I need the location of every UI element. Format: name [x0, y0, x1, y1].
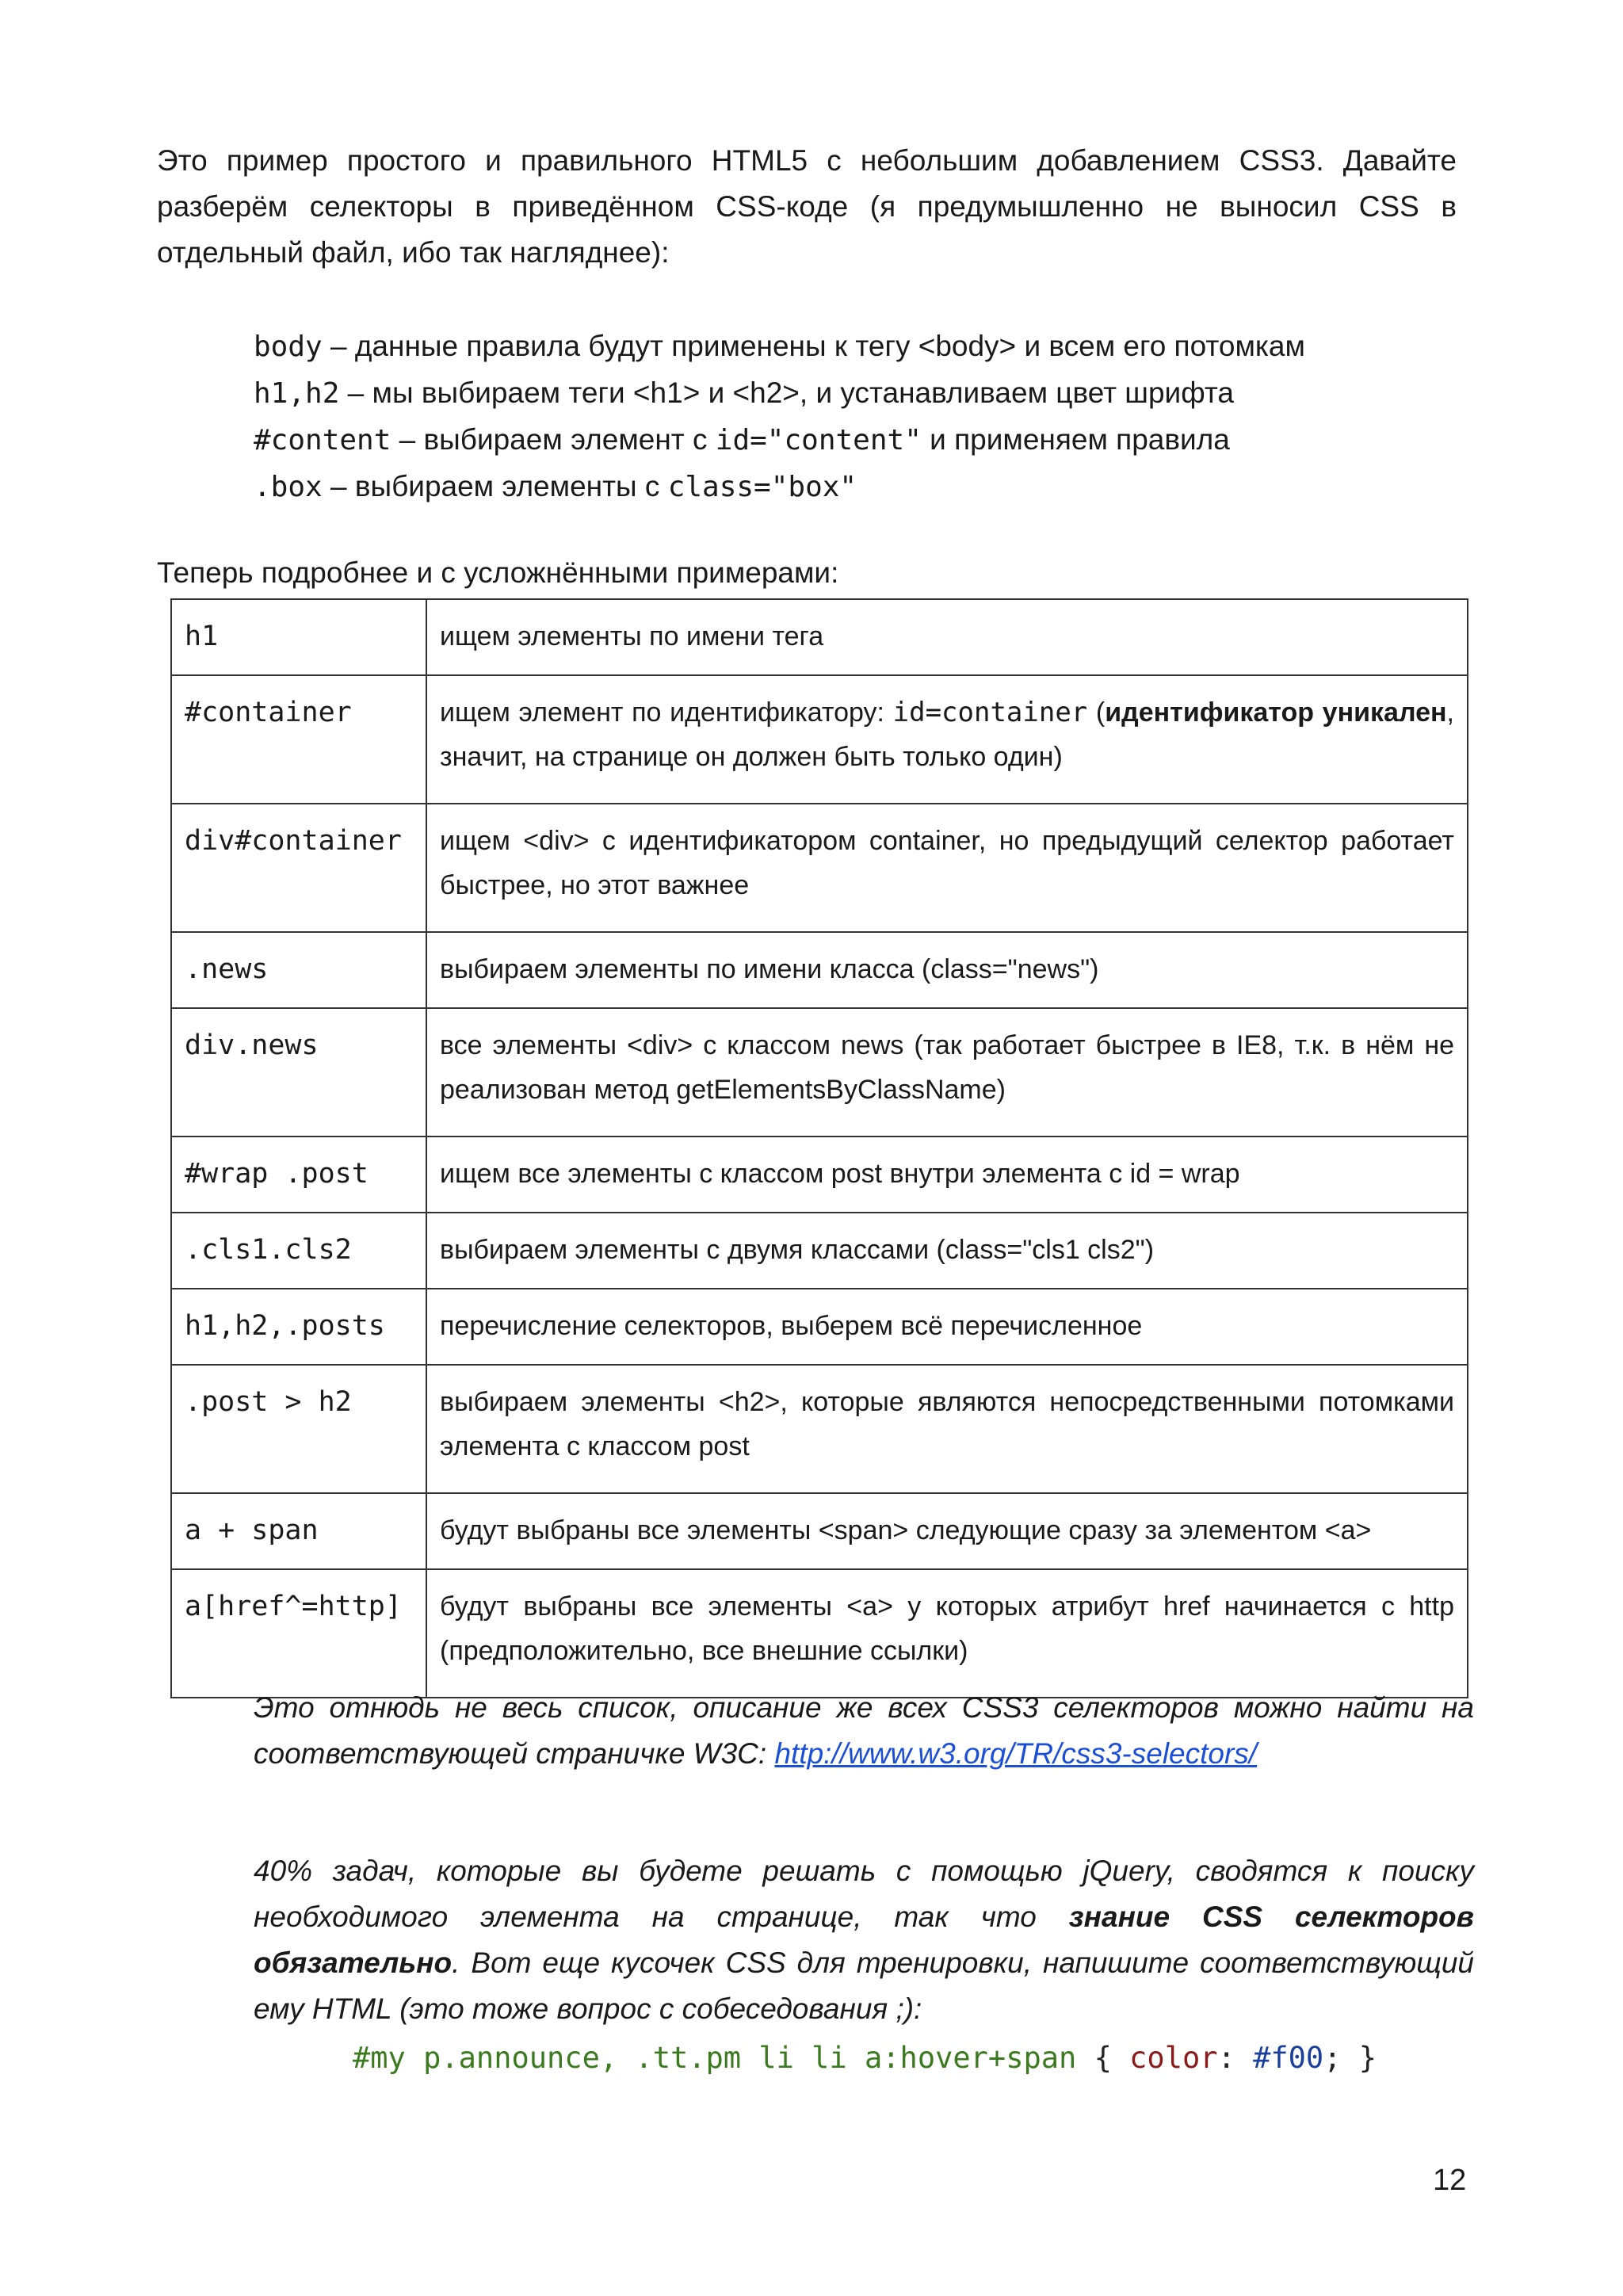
selector-code: #content [254, 424, 391, 457]
table-row [171, 1365, 1468, 1493]
table-row [171, 932, 1468, 1008]
selector-note-box [254, 464, 1305, 510]
selector-note-body [254, 323, 1305, 370]
selector-note-h1h2 [254, 370, 1305, 417]
selector-note-content [254, 417, 1305, 464]
table-selector-cell: .post > h2 [171, 1365, 426, 1493]
selector-code: body [254, 330, 323, 363]
table-description-cell: выбираем элементы с двумя классами (class="cls1 cls2") [426, 1213, 1468, 1289]
table-description-cell: будут выбраны все элементы <a> у которых атрибут href начинается с http (предположительно, все внешние ссылки) [426, 1569, 1468, 1698]
table-description-cell: ищем все элементы с классом post внутри элемента с id = wrap [426, 1137, 1468, 1213]
table-description-cell: ищем <div> с идентификатором container, но предыдущий селектор работает быстрее, но этот важнее [426, 804, 1468, 932]
table-selector-cell: h1,h2,.posts [171, 1289, 426, 1365]
table-description-cell: выбираем элементы по имени класса (class="news") [426, 932, 1468, 1008]
page-number: 12 [1433, 2164, 1467, 2197]
intro-paragraph: Это пример простого и правильного HTML5 с небольшим добавлением CSS3. Давайте разберём селекторы в приведённом CSS-коде (я предумышленно не выносил CSS в отдельный файл, ибо так нагляднее): [157, 144, 1457, 269]
table-selector-cell: #wrap .post [171, 1137, 426, 1213]
table-selector-cell: #container [171, 675, 426, 804]
desc-text: , значит, на странице он должен быть только один) [440, 697, 1454, 772]
table-selector-cell: a + span [171, 1493, 426, 1569]
table-intro: Теперь подробнее и с усложнёнными примерами: [157, 556, 839, 589]
selectors-table [170, 598, 1468, 1698]
selector-note-text: – выбираем элементы с [322, 470, 668, 502]
selector-note-text: – мы выбираем теги <h1> и <h2>, и устанавливаем цвет шрифта [339, 376, 1234, 409]
table-selector-cell: div.news [171, 1008, 426, 1137]
table-row [171, 1289, 1468, 1365]
code-open-brace: { [1076, 2041, 1130, 2075]
css-code-example [353, 2041, 1377, 2075]
selector-code-inline: id="content" [715, 424, 922, 457]
table-selector-cell: a[href^=http] [171, 1569, 426, 1698]
table-description-cell: ищем элементы по имени тега [426, 599, 1468, 675]
table-row [171, 1569, 1468, 1698]
table-row [171, 1213, 1468, 1289]
w3c-link[interactable]: http://www.w3.org/TR/css3-selectors/ [774, 1737, 1258, 1770]
selector-note-text-end: и применяем правила [921, 423, 1230, 456]
table-description-cell: будут выбраны все элементы <span> следующие сразу за элементом <a> [426, 1493, 1468, 1569]
desc-bold: идентификатор уникален [1105, 697, 1447, 728]
code-selector: #my p.announce, .tt.pm li li a:hover+span [353, 2041, 1077, 2075]
table-description-cell [426, 675, 1468, 804]
code-value: #f00 [1253, 2041, 1324, 2075]
table-row [171, 804, 1468, 932]
table-row [171, 1137, 1468, 1213]
desc-code: id=container [892, 697, 1088, 728]
table-selector-cell: div#container [171, 804, 426, 932]
selector-code: h1,h2 [254, 377, 340, 410]
note-css3-list [254, 1685, 1474, 1777]
desc-text: ищем элемент по идентификатору: [440, 697, 893, 728]
table-selector-cell: .news [171, 932, 426, 1008]
table-selector-cell: h1 [171, 599, 426, 675]
table-selector-cell: .cls1.cls2 [171, 1213, 426, 1289]
desc-text: ( [1087, 697, 1106, 728]
selector-note-text: – данные правила будут применены к тегу <body> и всем его потомкам [322, 330, 1305, 362]
code-property: color [1129, 2041, 1218, 2075]
table-description-cell: выбираем элементы <h2>, которые являются непосредственными потомками элемента с классом post [426, 1365, 1468, 1493]
code-close-brace: ; } [1323, 2041, 1377, 2075]
table-row [171, 599, 1468, 675]
selector-notes-list [254, 323, 1305, 510]
note-text: 40% задач, которые вы будете решать с помощью jQuery, сводятся к поиску необходимого элемента на странице, так что [254, 1855, 1474, 1933]
table-description-cell: все элементы <div> с классом news (так работает быстрее в IE8, т.к. в нём не реализован метод getElementsByClassName) [426, 1008, 1468, 1137]
table-row [171, 675, 1468, 804]
note-jquery [254, 1848, 1474, 2032]
note-bold: знание CSS селекторов обязательно [254, 1901, 1474, 1979]
selector-note-text: – выбираем элемент с [391, 423, 716, 456]
table-row [171, 1493, 1468, 1569]
note-text: Это отнюдь не весь список, описание же всех CSS3 селекторов можно найти на соответствующей страничке W3C: [254, 1691, 1474, 1770]
code-colon: : [1217, 2041, 1254, 2075]
note-text-end: . Вот еще кусочек CSS для тренировки, напишите соответствующий ему HTML (это тоже вопрос с собеседования ;): [254, 1946, 1474, 2025]
selector-code-inline: class="box" [667, 471, 857, 503]
table-row [171, 1008, 1468, 1137]
selector-code: .box [254, 471, 323, 503]
table-description-cell: перечисление селекторов, выберем всё перечисленное [426, 1289, 1468, 1365]
